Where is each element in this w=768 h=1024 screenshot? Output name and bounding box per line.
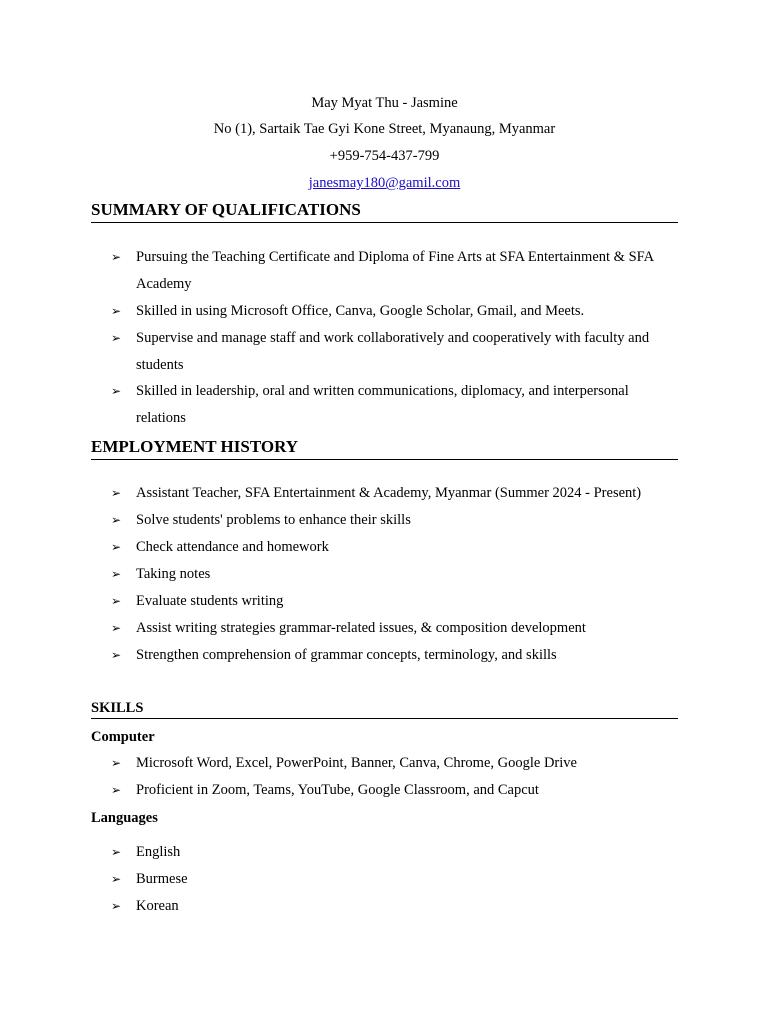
employment-item-text: Check attendance and homework: [136, 539, 329, 555]
list-item: [91, 534, 678, 561]
candidate-address: No (1), Sartaik Tae Gyi Kone Street, Myanaung, Myanmar: [213, 121, 556, 137]
arrow-bullet-icon: ➢: [111, 513, 122, 527]
candidate-email-line: [91, 174, 678, 192]
summary-item-text: Skilled in using Microsoft Office, Canva, Google Scholar, Gmail, and Meets.: [136, 303, 585, 319]
list-item: [91, 893, 678, 920]
list-item: [91, 244, 678, 298]
list-item: [91, 839, 678, 866]
arrow-bullet-icon: ➢: [111, 783, 122, 797]
resume-page: [91, 0, 678, 1024]
summary-item-text: Supervise and manage staff and work collaboratively and cooperatively with faculty and students: [136, 330, 650, 373]
list-item: [91, 480, 678, 507]
computer-skill-text: Proficient in Zoom, Teams, YouTube, Google Classroom, and Capcut: [136, 782, 539, 798]
language-text: English: [136, 844, 181, 860]
list-item: [91, 615, 678, 642]
arrow-bullet-icon: ➢: [111, 621, 122, 635]
employment-item-text: Taking notes: [136, 566, 211, 582]
section-summary-title: SUMMARY OF QUALIFICATIONS: [91, 199, 678, 223]
list-item: [91, 507, 678, 534]
language-text: Burmese: [136, 871, 188, 887]
arrow-bullet-icon: ➢: [111, 384, 122, 398]
list-item: [91, 750, 678, 777]
list-item: [91, 298, 678, 325]
arrow-bullet-icon: ➢: [111, 567, 122, 581]
arrow-bullet-icon: ➢: [111, 648, 122, 662]
arrow-bullet-icon: ➢: [111, 899, 122, 913]
arrow-bullet-icon: ➢: [111, 540, 122, 554]
skills-computer-label: Computer: [91, 729, 155, 745]
arrow-bullet-icon: ➢: [111, 304, 122, 318]
skills-languages-label: Languages: [91, 810, 158, 826]
arrow-bullet-icon: ➢: [111, 872, 122, 886]
computer-skill-text: Microsoft Word, Excel, PowerPoint, Banner, Canva, Chrome, Google Drive: [136, 755, 577, 771]
employment-item-text: Assistant Teacher, SFA Entertainment & Academy, Myanmar (Summer 2024 - Present): [136, 485, 642, 501]
employment-item-text: Assist writing strategies grammar-related issues, & composition development: [136, 620, 586, 636]
employment-item-text: Solve students' problems to enhance their skills: [136, 512, 411, 528]
candidate-name: May Myat Thu - Jasmine: [311, 95, 458, 111]
arrow-bullet-icon: ➢: [111, 594, 122, 608]
list-item: [91, 378, 678, 432]
list-item: [91, 777, 678, 804]
arrow-bullet-icon: ➢: [111, 331, 122, 345]
summary-item-text: Pursuing the Teaching Certificate and Diploma of Fine Arts at SFA Entertainment & SFA Academy: [136, 249, 654, 292]
list-item: [91, 561, 678, 588]
employment-item-text: Strengthen comprehension of grammar concepts, terminology, and skills: [136, 647, 557, 663]
arrow-bullet-icon: ➢: [111, 250, 122, 264]
arrow-bullet-icon: ➢: [111, 845, 122, 859]
section-employment-title: EMPLOYMENT HISTORY: [91, 436, 678, 460]
arrow-bullet-icon: ➢: [111, 486, 122, 500]
arrow-bullet-icon: ➢: [111, 756, 122, 770]
list-item: [91, 642, 678, 669]
employment-item-text: Evaluate students writing: [136, 593, 284, 609]
candidate-phone: +959-754-437-799: [329, 148, 440, 164]
section-skills-title: SKILLS: [91, 699, 678, 719]
language-text: Korean: [136, 898, 179, 914]
list-item: [91, 588, 678, 615]
email-link[interactable]: janesmay180@gamil.com: [308, 175, 461, 191]
list-item: [91, 866, 678, 893]
summary-item-text: Skilled in leadership, oral and written communications, diplomacy, and interpersonal relations: [136, 383, 629, 426]
list-item: [91, 325, 678, 379]
